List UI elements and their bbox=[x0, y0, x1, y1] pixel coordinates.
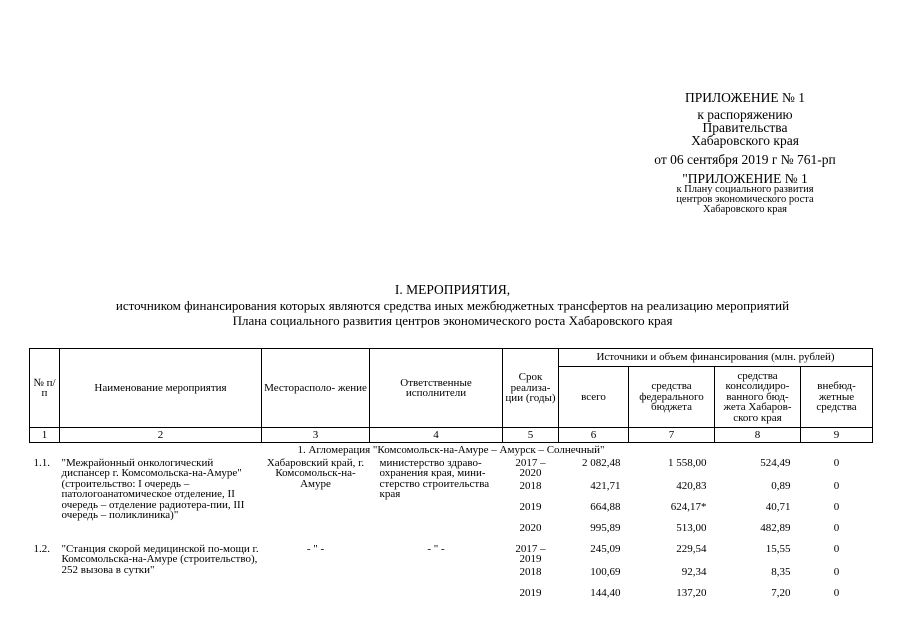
column-number: 6 bbox=[559, 428, 629, 443]
total-cell: 245,09 bbox=[590, 542, 621, 555]
section-row: 1. Агломерация "Комсомольск-на-Амуре – Амурск – Солнечный" bbox=[297, 444, 605, 456]
financing-table bbox=[29, 348, 873, 607]
item-responsible: министерство здраво-охранения края, мини-стерство строительства края bbox=[379, 456, 490, 500]
heading-title: I. МЕРОПРИЯТИЯ, bbox=[394, 282, 511, 297]
header-other: внебюд- жетные средства bbox=[801, 367, 873, 428]
heading-subtitle: источником финансирования которых являются средства иных межбюджетных трансфертов на реализацию мероприятий bbox=[115, 298, 790, 313]
inner-appendix-line: центров экономического роста bbox=[676, 194, 814, 205]
appendix-title: ПРИЛОЖЕНИЕ № 1 bbox=[684, 90, 806, 105]
header-sources: Источники и объем финансирования (млн. рублей) bbox=[559, 349, 873, 367]
appendix-date: от 06 сентября 2019 г № 761-рп bbox=[654, 152, 836, 167]
header-total: всего bbox=[559, 367, 629, 428]
item-location: - " - bbox=[306, 542, 325, 555]
other-cell: 0 bbox=[833, 500, 840, 513]
appendix-block bbox=[635, 91, 855, 215]
other-cell: 0 bbox=[833, 479, 840, 492]
total-cell: 144,40 bbox=[590, 586, 621, 599]
total-cell: 421,71 bbox=[590, 479, 621, 492]
total-cell: 995,89 bbox=[590, 521, 621, 534]
column-number: 3 bbox=[262, 428, 370, 443]
federal-cell: 92,34 bbox=[681, 565, 707, 578]
column-number: 8 bbox=[715, 428, 801, 443]
table-row bbox=[30, 456, 873, 479]
term-cell: 2019 bbox=[519, 500, 542, 513]
other-cell: 0 bbox=[833, 565, 840, 578]
header-federal: средства федерального бюджета bbox=[629, 367, 715, 428]
column-number: 4 bbox=[370, 428, 503, 443]
item-name: "Станция скорой медицинской по-мощи г. Комсомольска-на-Амуре (строительство), 252 вызова в сутки" bbox=[61, 542, 259, 576]
regional-cell: 15,55 bbox=[765, 542, 791, 555]
federal-cell: 137,20 bbox=[676, 586, 707, 599]
header-name: Наименование мероприятия bbox=[60, 349, 262, 428]
header-term: Срок реализа- ции (годы) bbox=[503, 349, 559, 428]
item-name: "Межрайонный онкологический диспансер г. Комсомольска-на-Амуре" (строительство: I очередь – патологоанатомическое отделение, II очередь – отделение радиотера-пии, III очередь – поликлиника)" bbox=[61, 456, 245, 521]
regional-cell: 8,35 bbox=[771, 565, 791, 578]
federal-cell: 420,83 bbox=[676, 479, 707, 492]
term-cell: 2018 bbox=[519, 565, 542, 578]
total-cell: 664,88 bbox=[590, 500, 621, 513]
federal-cell: 1 558,00 bbox=[668, 456, 707, 469]
term-cell: 2019 bbox=[519, 586, 542, 599]
other-cell: 0 bbox=[833, 586, 840, 599]
header-num: № п/п bbox=[30, 349, 60, 428]
column-number: 9 bbox=[801, 428, 873, 443]
regional-cell: 0,89 bbox=[771, 479, 791, 492]
appendix-line: Правительства bbox=[702, 120, 788, 135]
total-cell: 2 082,48 bbox=[582, 456, 621, 469]
term-cell: 2018 bbox=[519, 479, 542, 492]
regional-cell: 482,89 bbox=[760, 521, 791, 534]
column-number: 1 bbox=[30, 428, 60, 443]
item-responsible: - " - bbox=[427, 542, 445, 555]
term-cell: 2017 – 2020 bbox=[515, 456, 546, 479]
appendix-line: к распоряжению bbox=[697, 107, 793, 122]
column-number: 7 bbox=[629, 428, 715, 443]
column-number: 5 bbox=[503, 428, 559, 443]
heading-subtitle: Плана социального развития центров экономического роста Хабаровского края bbox=[232, 313, 673, 328]
inner-appendix-title: "ПРИЛОЖЕНИЕ № 1 bbox=[682, 171, 808, 186]
other-cell: 0 bbox=[833, 456, 840, 469]
header-responsible: Ответственные исполнители bbox=[370, 349, 503, 428]
federal-cell: 229,54 bbox=[676, 542, 707, 555]
total-cell: 100,69 bbox=[590, 565, 621, 578]
column-number: 2 bbox=[60, 428, 262, 443]
header-regional: средства консолидиро- ванного бюд- жета Хабаров- ского края bbox=[715, 367, 801, 428]
item-number: 1.2. bbox=[33, 542, 50, 555]
item-number: 1.1. bbox=[33, 456, 50, 469]
section-heading bbox=[0, 283, 905, 327]
regional-cell: 7,20 bbox=[771, 586, 791, 599]
other-cell: 0 bbox=[833, 521, 840, 534]
header-location: Месторасполо- жение bbox=[262, 349, 370, 428]
appendix-line: Хабаровского края bbox=[691, 133, 799, 148]
regional-cell: 524,49 bbox=[760, 456, 791, 469]
other-cell: 0 bbox=[833, 542, 840, 555]
term-cell: 2020 bbox=[519, 521, 542, 534]
federal-cell: 513,00 bbox=[676, 521, 707, 534]
term-cell: 2017 – 2019 bbox=[515, 542, 546, 565]
table-row bbox=[30, 542, 873, 565]
federal-cell: 624,17* bbox=[670, 500, 707, 513]
inner-appendix-line: к Плану социального развития bbox=[676, 184, 814, 195]
regional-cell: 40,71 bbox=[765, 500, 791, 513]
inner-appendix-line: Хабаровского края bbox=[703, 204, 787, 215]
item-location: Хабаровский край, г. Комсомольск-на-Амуре bbox=[266, 456, 365, 490]
